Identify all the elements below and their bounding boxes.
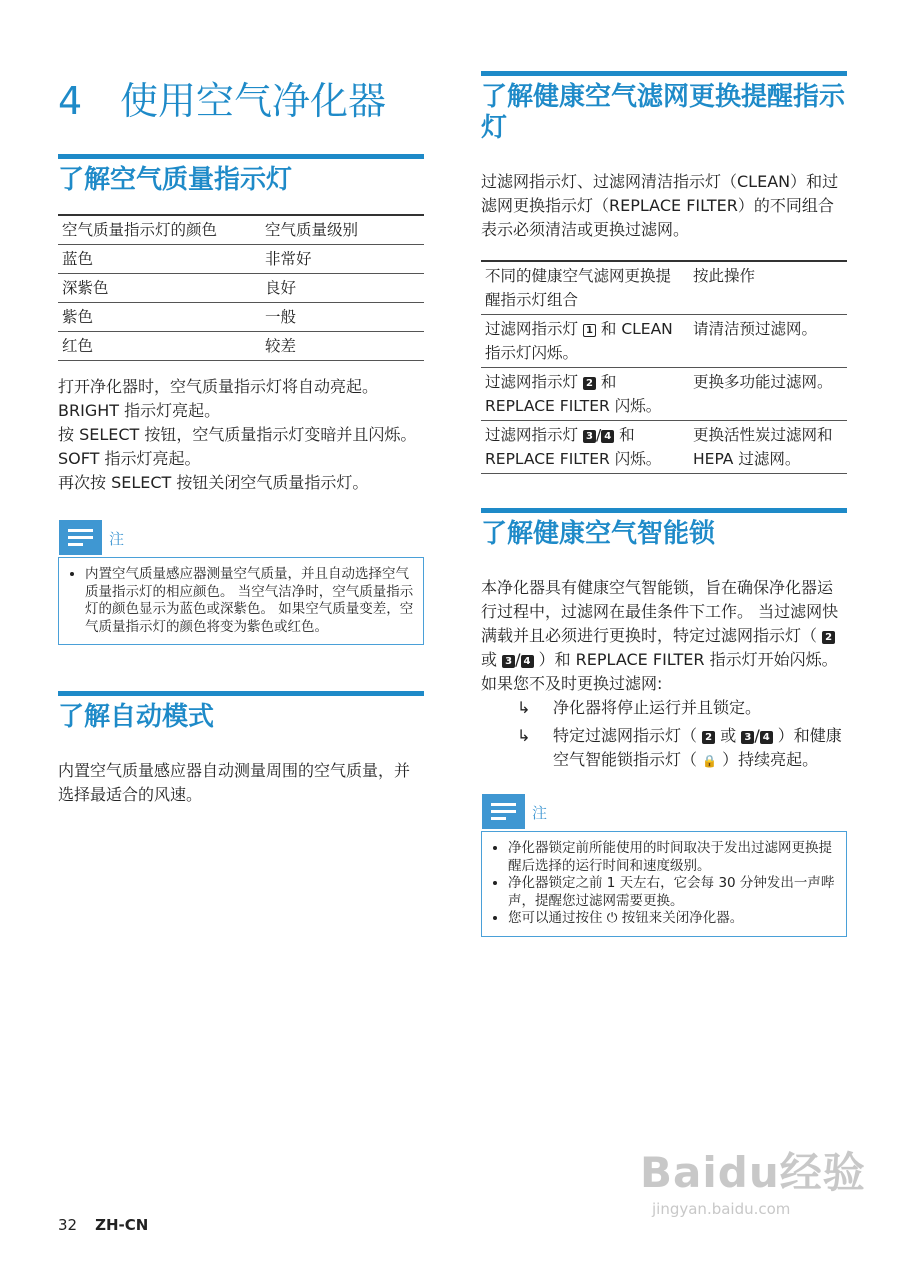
filter-indicator-badge: 4	[760, 731, 773, 744]
note-list	[482, 832, 846, 936]
note-item	[508, 910, 838, 928]
watermark-brand: Baidu经验	[640, 1148, 866, 1197]
consequence-list	[481, 696, 847, 773]
power-icon: ⏻	[606, 910, 618, 926]
section-title: 了解自动模式	[58, 702, 215, 732]
table-row	[58, 303, 424, 332]
body-paragraph: 过滤网指示灯、过滤网清洁指示灯（CLEAN）和过滤网更换指示灯（REPLACE FILTER）的不同组合表示必须清洁或更换过滤网。	[481, 172, 839, 239]
smart-lock-section	[481, 508, 847, 937]
page-footer	[58, 1216, 148, 1234]
table-row	[58, 245, 424, 274]
body-paragraph: 打开净化器时，空气质量指示灯将自动亮起。	[58, 377, 379, 396]
text-run: 您可以通过按住	[508, 910, 603, 926]
filter-table	[481, 260, 847, 474]
chapter-number: 4	[58, 79, 83, 123]
filter-indicator-badge: 4	[601, 430, 614, 443]
section-title: 了解空气质量指示灯	[58, 165, 293, 195]
air-quality-paragraphs	[58, 375, 424, 495]
text-run: 按钮来关闭净化器。	[621, 910, 744, 926]
watermark-url: jingyan.baidu.com	[652, 1200, 791, 1218]
section-title: 了解健康空气智能锁	[481, 519, 716, 549]
table-header-row	[481, 261, 847, 315]
note-box	[481, 804, 847, 937]
body-paragraph: 本净化器具有健康空气智能锁，旨在确保净化器运行过程中，过滤网在最佳条件下工作。 当过滤网快满载并且必须进行更换时，特定过滤网指示灯（ 2 或 3 / 4 ）和 REPLACE FILTER 指示灯开始闪烁。	[481, 578, 839, 669]
text-run: 特定过滤网指示灯（	[553, 726, 698, 745]
table-cell: 深紫色	[62, 279, 109, 297]
cell-text: 和 CLEAN 指示灯闪烁。	[485, 320, 673, 362]
text-run: ）和 REPLACE FILTER 指示灯开始闪烁。	[538, 650, 838, 669]
body-paragraph: 按 SELECT 按钮，空气质量指示灯变暗并且闪烁。 SOFT 指示灯亮起。	[58, 425, 417, 468]
table-row	[481, 368, 847, 421]
table-header-cell: 按此操作	[693, 267, 756, 285]
note-icon	[59, 520, 102, 555]
table-cell: 过滤网指示灯 3 / 4 和 REPLACE FILTER 闪烁。	[485, 426, 662, 468]
language-code: ZH-CN	[95, 1216, 149, 1234]
note-item: • 净化器锁定之前 1 天左右，它会每 30 分钟发出一声哔声，提醒您过滤网需要更换。	[508, 875, 838, 910]
section-rule	[481, 71, 847, 76]
filter-reminder-section	[481, 71, 847, 474]
note-item: • 内置空气质量感应器测量空气质量，并且自动选择空气质量指示灯的相应颜色。 当空气洁净时，空气质量指示灯的颜色显示为蓝色或深紫色。 如果空气质量变差，空气质量指示灯的颜色将变为紫色或红色。	[85, 566, 415, 636]
cell-text: 过滤网指示灯	[485, 320, 579, 338]
page-number: 32	[58, 1216, 78, 1234]
note-label: 注	[109, 530, 125, 548]
text-run: 本净化器具有健康空气智能锁，旨在确保净化器运行过程中，过滤网在最佳条件下工作。 当过滤网快满载并且必须进行更换时，特定过滤网指示灯（	[481, 578, 839, 645]
note-box	[58, 530, 424, 645]
text-run: ）持续亮起。	[722, 750, 819, 769]
arrow-icon: ↳	[517, 698, 531, 717]
body-paragraph: 如果您不及时更换过滤网:	[481, 674, 663, 693]
note-label: 注	[532, 804, 548, 822]
table-header-cell: 不同的健康空气滤网更换提醒指示灯组合	[485, 267, 672, 309]
table-cell: 紫色	[62, 308, 94, 326]
filter-indicator-badge: 2	[702, 731, 715, 744]
text-run: 或	[720, 726, 737, 745]
list-item	[481, 696, 847, 720]
table-row	[58, 332, 424, 361]
cell-text: 过滤网指示灯	[485, 426, 579, 444]
cell-text: 和 REPLACE FILTER 闪烁。	[485, 426, 662, 468]
table-cell	[481, 315, 689, 368]
cell-text: 和 REPLACE FILTER 闪烁。	[485, 373, 662, 415]
body-paragraph: 内置空气质量感应器自动测量周围的空气质量，并选择最适合的风速。	[58, 761, 411, 804]
note-icon	[482, 794, 525, 829]
air-quality-section	[58, 154, 424, 645]
filter-indicator-badge: 3	[502, 655, 515, 668]
text-run: ）和健康空气智能锁指示灯（	[553, 726, 842, 769]
body-paragraph: 再次按 SELECT 按钮关闭空气质量指示灯。	[58, 473, 369, 492]
cell-text: 过滤网指示灯	[485, 373, 579, 391]
filter-indicator-badge: 3	[741, 731, 754, 744]
text-run: 净化器将停止运行并且锁定。	[553, 698, 762, 717]
table-cell: 蓝色	[62, 250, 94, 268]
table-cell: 较差	[265, 337, 297, 355]
table-row	[58, 274, 424, 303]
text-run: 或	[481, 650, 498, 669]
note-item: • 净化器锁定前所能使用的时间取决于发出过滤网更换提醒后选择的运行时间和速度级别。	[508, 840, 838, 875]
table-cell: 请清洁预过滤网。	[693, 320, 818, 338]
chapter-heading	[58, 70, 386, 125]
table-header-row	[58, 215, 424, 245]
table-cell: 良好	[265, 279, 297, 297]
filter-indicator-badge: 2	[583, 377, 596, 390]
table-header-cell: 空气质量级别	[265, 221, 359, 239]
table-cell: 更换活性炭过滤网和 HEPA 过滤网。	[693, 426, 833, 468]
list-item: ↳ 特定过滤网指示灯（ 2 或 3 / 4 ）和健康空气智能锁指示灯（ 🔒 ）持续亮起。	[517, 726, 842, 769]
chapter-title: 使用空气净化器	[120, 79, 387, 123]
section-title: 了解健康空气滤网更换提醒指示灯	[481, 82, 846, 143]
table-row	[481, 315, 847, 368]
table-cell: 一般	[265, 308, 297, 326]
auto-mode-section	[58, 691, 424, 807]
lock-icon: 🔒	[702, 754, 718, 768]
air-quality-table	[58, 214, 424, 361]
body-paragraph: BRIGHT 指示灯亮起。	[58, 401, 221, 420]
table-cell: 红色	[62, 337, 94, 355]
watermark	[640, 1140, 866, 1218]
filter-indicator-badge: 3	[583, 430, 596, 443]
section-rule	[58, 154, 424, 159]
filter-indicator-badge: 1	[583, 324, 596, 337]
section-rule	[58, 691, 424, 696]
table-cell	[481, 368, 689, 421]
arrow-icon: ↳	[517, 726, 531, 745]
note-list	[59, 558, 423, 644]
table-header-cell: 空气质量指示灯的颜色	[62, 221, 218, 239]
table-row	[481, 421, 847, 474]
table-cell: 非常好	[265, 250, 312, 268]
section-rule	[481, 508, 847, 513]
table-cell: 更换多功能过滤网。	[693, 373, 833, 391]
filter-indicator-badge: 4	[521, 655, 534, 668]
filter-indicator-badge: 2	[822, 631, 835, 644]
